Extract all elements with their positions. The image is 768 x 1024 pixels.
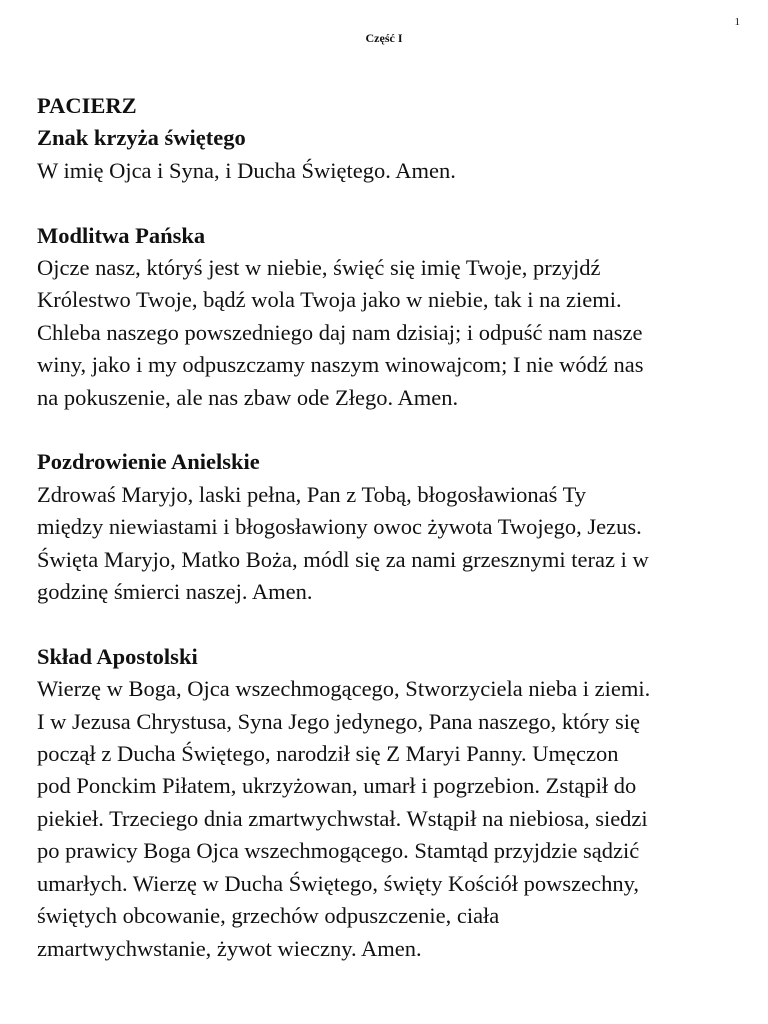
prayer-text [37, 252, 747, 414]
text-line: I w Jezusa Chrystusa, Syna Jego jedynego, Pana naszego, który się [37, 708, 640, 734]
text-line: Wierzę w Boga, Ojca wszechmogącego, Stworzyciela nieba i ziemi. [37, 676, 651, 702]
document-body [37, 90, 747, 965]
text-line: W imię Ojca i Syna, i Ducha Świętego. Amen. [37, 157, 456, 183]
text-line: pod Ponckim Piłatem, ukrzyżowan, umarł i pogrzebion. Zstąpił do [37, 773, 637, 799]
section-heading: Znak krzyża świętego [37, 125, 246, 151]
text-line: winy, jako i my odpuszczamy naszym winowajcom; I nie wódź nas [37, 352, 644, 378]
prayer-text [37, 673, 747, 965]
text-line: godzinę śmierci naszej. Amen. [37, 579, 313, 605]
section-spacer [37, 608, 747, 640]
text-line: na pokuszenie, ale nas zbaw ode Złego. Amen. [37, 384, 459, 410]
section-apostles-creed [37, 641, 747, 965]
text-line: począł z Ducha Świętego, narodził się Z Maryi Panny. Umęczon [37, 741, 619, 767]
section-spacer [37, 414, 747, 446]
section-lords-prayer [37, 220, 747, 414]
prayer-text [37, 155, 747, 187]
text-line: świętych obcowanie, grzechów odpuszczenie, ciała [37, 903, 500, 929]
section-heading: Pozdrowienie Anielskie [37, 449, 260, 475]
text-line: po prawicy Boga Ojca wszechmogącego. Stamtąd przyjdzie sądzić [37, 838, 640, 864]
text-line: umarłych. Wierzę w Ducha Świętego, święty Kościół powszechny, [37, 870, 640, 896]
text-line: zmartwychwstanie, żywot wieczny. Amen. [37, 935, 422, 961]
section-spacer [37, 187, 747, 219]
text-line: Królestwo Twoje, bądź wola Twoja jako w niebie, tak i na ziemi. [37, 287, 622, 313]
document-title: PACIERZ [37, 93, 137, 118]
section-heading: Skład Apostolski [37, 643, 198, 669]
text-line: Zdrowaś Maryjo, laski pełna, Pan z Tobą, błogosławionaś Ty [37, 481, 587, 507]
section-heading: Modlitwa Pańska [37, 222, 206, 248]
text-line: piekieł. Trzeciego dnia zmartwychwstał. Wstąpił na niebiosa, siedzi [37, 805, 648, 831]
text-line: Święta Maryjo, Matko Boża, módl się za nami grzesznymi teraz i w [37, 546, 649, 572]
text-line: między niewiastami i błogosławiony owoc żywota Twojego, Jezus. [37, 514, 642, 540]
page-number: 1 [734, 16, 740, 28]
running-header: Część I [365, 31, 403, 45]
text-line: Ojcze nasz, któryś jest w niebie, święć się imię Twoje, przyjdź [37, 255, 601, 281]
text-line: Chleba naszego powszedniego daj nam dzisiaj; i odpuść nam nasze [37, 319, 643, 345]
section-hail-mary [37, 446, 747, 608]
section-sign-of-cross [37, 122, 747, 187]
prayer-text [37, 479, 747, 609]
